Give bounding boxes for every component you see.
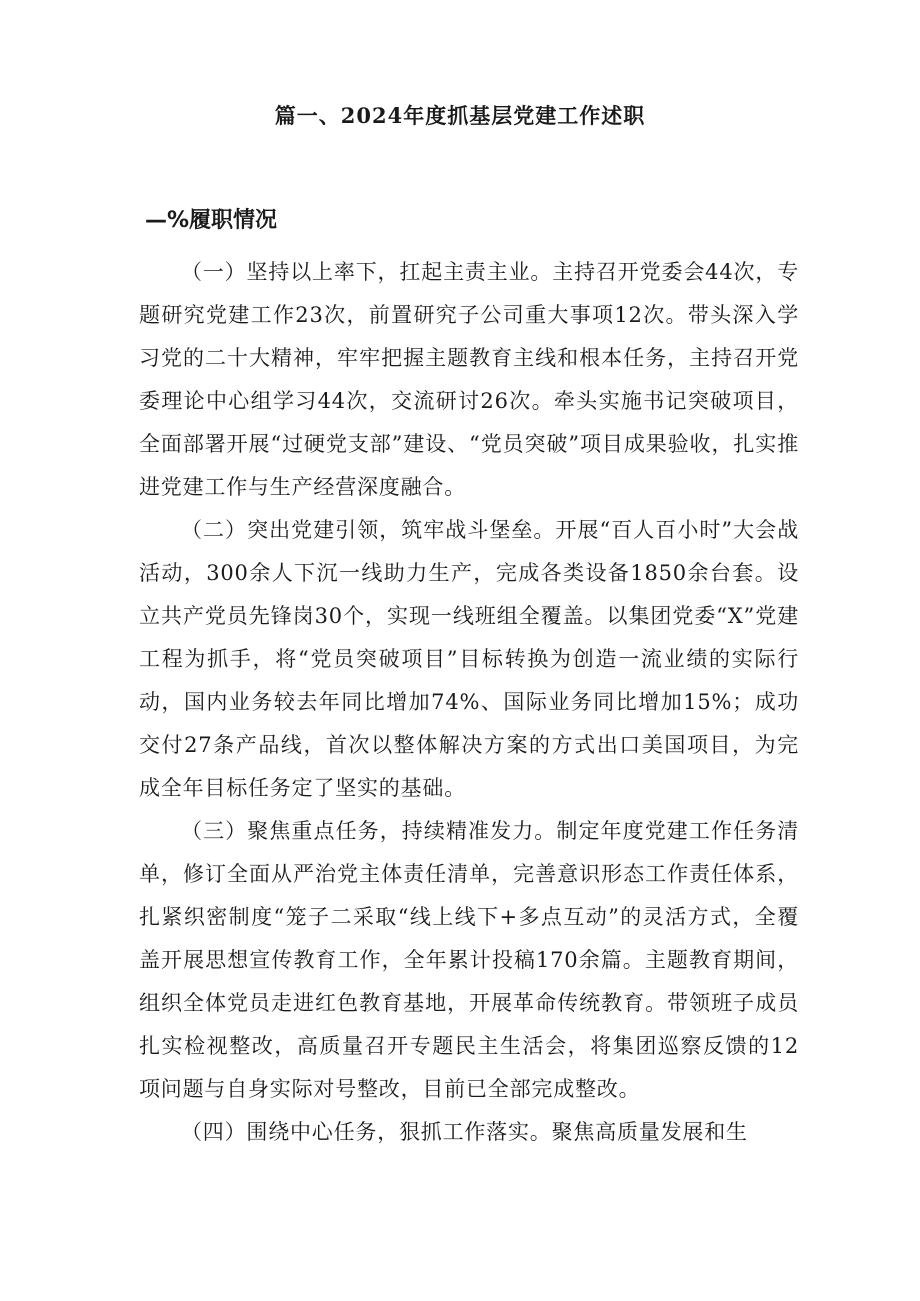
document-title: 篇一、2024年度抓基层党建工作述职 xyxy=(274,103,646,128)
paragraph-4: （四）围绕中心任务，狠抓工作落实。聚焦高质量发展和生 xyxy=(181,1120,748,1144)
document-body xyxy=(139,251,799,1154)
paragraph-1: （一）坚持以上率下，扛起主责主业。主持召开党委会44次，专题研究党建工作23次，前置研究子公司重大事项12次。带头深入学习党的二十大精神，牢牢把握主题教育主线和根本任务，主持召开党委理论中心组学习44次，交流研讨26次。牵头实施书记突破项目，全面部署开展“过硬党支部”建设、“党员突破”项目成果验收，扎实推进党建工作与生产经营深度融合。 xyxy=(139,260,799,499)
section-heading: —%履职情况 xyxy=(145,208,278,233)
paragraph-3: （三）聚焦重点任务，持续精准发力。制定年度党建工作任务清单，修订全面从严治党主体责任清单，完善意识形态工作责任体系，扎紧织密制度“笼子二采取“线上线下+多点互动”的灵活方式，全覆盖开展思想宣传教育工作，全年累计投稿170余篇。主题教育期间，组织全体党员走进红色教育基地，开展革命传统教育。带领班子成员扎实检视整改，高质量召开专题民主生活会，将集团巡察反馈的12项问题与自身实际对号整改，目前已全部完成整改。 xyxy=(139,819,799,1101)
paragraph-2: （二）突出党建引领，筑牢战斗堡垒。开展“百人百小时”大会战活动，300余人下沉一线助力生产，完成各类设备1850余台套。设立共产党员先锋岗30个，实现一线班组全覆盖。以集团党委“X”党建工程为抓手，将“党员突破项目”目标转换为创造一流业绩的实际行动，国内业务较去年同比增加74%、国际业务同比增加15%；成功交付27条产品线，首次以整体解决方案的方式出口美国项目，为完成全年目标任务定了坚实的基础。 xyxy=(139,518,799,800)
